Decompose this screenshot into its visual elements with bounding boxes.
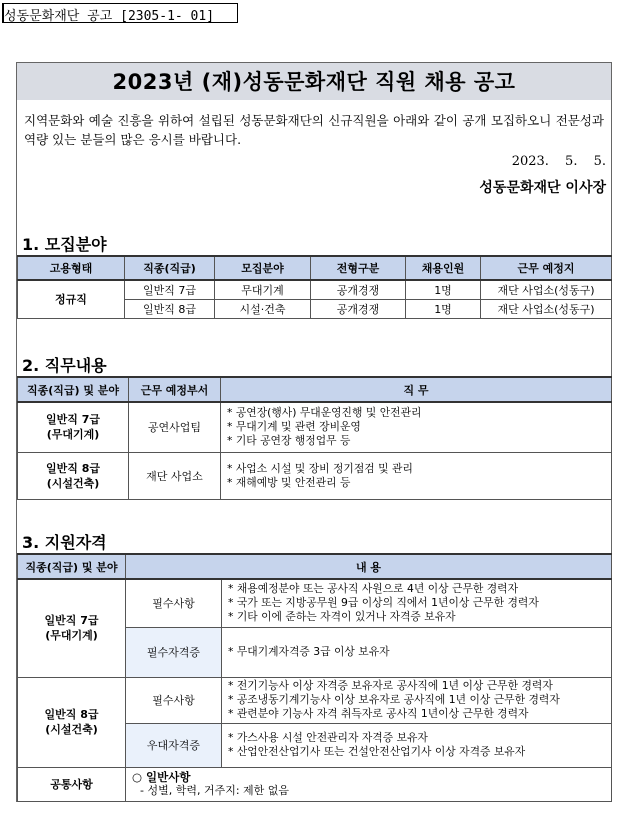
common-label: 공통사항: [18, 767, 126, 801]
list-item: * 전기기능사 이상 자격증 보유자로 공사직에 1년 이상 근무한 경력자: [228, 679, 553, 692]
cert-list: [222, 723, 612, 767]
section3-heading: 3. 지원자격: [22, 533, 107, 552]
common-content: [126, 767, 612, 801]
list-item: * 무대기계자격증 3급 이상 보유자: [228, 645, 390, 658]
col-header: 근무 예정부서: [129, 377, 221, 402]
issuer: 성동문화재단 이사장: [479, 180, 606, 196]
section2-heading: 2. 직무내용: [22, 356, 107, 375]
issue-date: 2023. 5. 5.: [511, 154, 606, 169]
list-item: * 사업소 시설 및 장비 정기점검 및 관리: [227, 461, 413, 475]
col-header: 고용형태: [18, 256, 125, 280]
list-item: * 가스사용 시설 안전관리자 자격증 보유자: [228, 731, 428, 744]
table-row: [18, 452, 612, 499]
page-title: 2023년 (재)성동문화재단 직원 채용 공고: [112, 70, 516, 94]
duty-list: [221, 402, 612, 452]
list-item: * 재해예방 및 안전관리 등: [227, 475, 351, 489]
job-field: (시설건축): [46, 476, 100, 490]
job-category: [18, 452, 129, 499]
job-grade: 일반직 8급: [44, 708, 99, 721]
section1-heading: 1. 모집분야: [22, 235, 107, 254]
table-row: [18, 402, 612, 452]
job-field: (무대기계): [45, 629, 98, 643]
list-item: * 기타 이에 준하는 자격이 있거나 자격증 보유자: [228, 610, 456, 624]
table-row: [18, 767, 612, 801]
cell: 재단 사업소(성동구): [481, 299, 612, 318]
cell: 재단 사업소(성동구): [481, 280, 612, 299]
table-row: [18, 579, 612, 627]
list-item: * 무대기계 및 관련 장비운영: [227, 420, 361, 434]
col-header: 내 용: [126, 554, 612, 579]
cert-list: [222, 627, 612, 677]
req-list: [222, 677, 612, 723]
list-item: * 산업안전산업기사 또는 건설안전산업기사 이상 자격증 보유자: [228, 745, 526, 758]
duty-table: [17, 376, 612, 500]
col-header: 직 무: [221, 377, 612, 402]
cell: 일반직 7급: [125, 280, 215, 299]
cell: 일반직 8급: [125, 299, 215, 318]
department: 재단 사업소: [129, 452, 221, 499]
job-category: [18, 677, 126, 767]
common-text: - 성별, 학력, 거주지: 제한 없음: [140, 784, 290, 797]
list-item: * 공연장(행사) 무대운영진행 및 안전관리: [227, 406, 422, 420]
cert-label: 필수자격증: [126, 627, 222, 677]
job-category: [18, 402, 129, 452]
cert-label: 우대자격증: [126, 723, 222, 767]
recruit-table: [17, 255, 612, 319]
cell: 시설·건축: [215, 299, 311, 318]
list-item: * 관련분야 기능사 자격 취득자로 공사직 1년이상 근무한 경력자: [228, 707, 529, 720]
table-row: [18, 280, 612, 299]
duty-list: [221, 452, 612, 499]
req-list: [222, 579, 612, 627]
list-item: * 채용예정분야 또는 공사직 사원으로 4년 이상 근무한 경력자: [228, 582, 519, 596]
req-label: 필수사항: [126, 677, 222, 723]
col-header: 직종(직급) 및 분야: [18, 377, 129, 402]
cell: 무대기계: [215, 280, 311, 299]
job-category: [18, 579, 126, 677]
employment-type: 정규직: [18, 280, 125, 318]
job-grade: 일반직 7급: [44, 614, 99, 628]
cell: 공개경쟁: [311, 280, 406, 299]
job-grade: 일반직 8급: [46, 461, 100, 475]
col-header: 직종(직급) 및 분야: [18, 554, 126, 579]
col-header: 전형구분: [311, 256, 406, 280]
job-field: (무대기계): [46, 428, 100, 442]
table-row: [18, 677, 612, 723]
common-heading: ○ 일반사항: [132, 770, 191, 784]
col-header: 모집분야: [215, 256, 311, 280]
col-header: 직종(직급): [125, 256, 215, 280]
cell: 1명: [406, 280, 481, 299]
job-field: (시설건축): [45, 723, 98, 736]
list-item: * 공조냉동기계기능사 이상 보유자로 공사직에 1년 이상 근무한 경력자: [228, 693, 560, 706]
list-item: * 기타 공연장 행정업무 등: [227, 434, 351, 448]
job-grade: 일반직 7급: [46, 413, 100, 427]
col-header: 근무 예정지: [481, 256, 612, 280]
department: 공연사업팀: [129, 402, 221, 452]
req-label: 필수사항: [126, 579, 222, 627]
doc-number: 성동문화재단 공고 [2305-1- 01]: [4, 9, 215, 24]
intro-text: 지역문화와 예술 진흥을 위하여 설립된 성동문화재단의 신규직원을 아래와 같이 공개 모집하오니 전문성과 역량 있는 분들의 많은 응시를 바랍니다.: [24, 113, 604, 147]
cell: 1명: [406, 299, 481, 318]
col-header: 채용인원: [406, 256, 481, 280]
qualification-table: [17, 553, 612, 802]
cell: 공개경쟁: [311, 299, 406, 318]
list-item: * 국가 또는 지방공무원 9급 이상의 직에서 1년이상 근무한 경력자: [228, 596, 539, 610]
